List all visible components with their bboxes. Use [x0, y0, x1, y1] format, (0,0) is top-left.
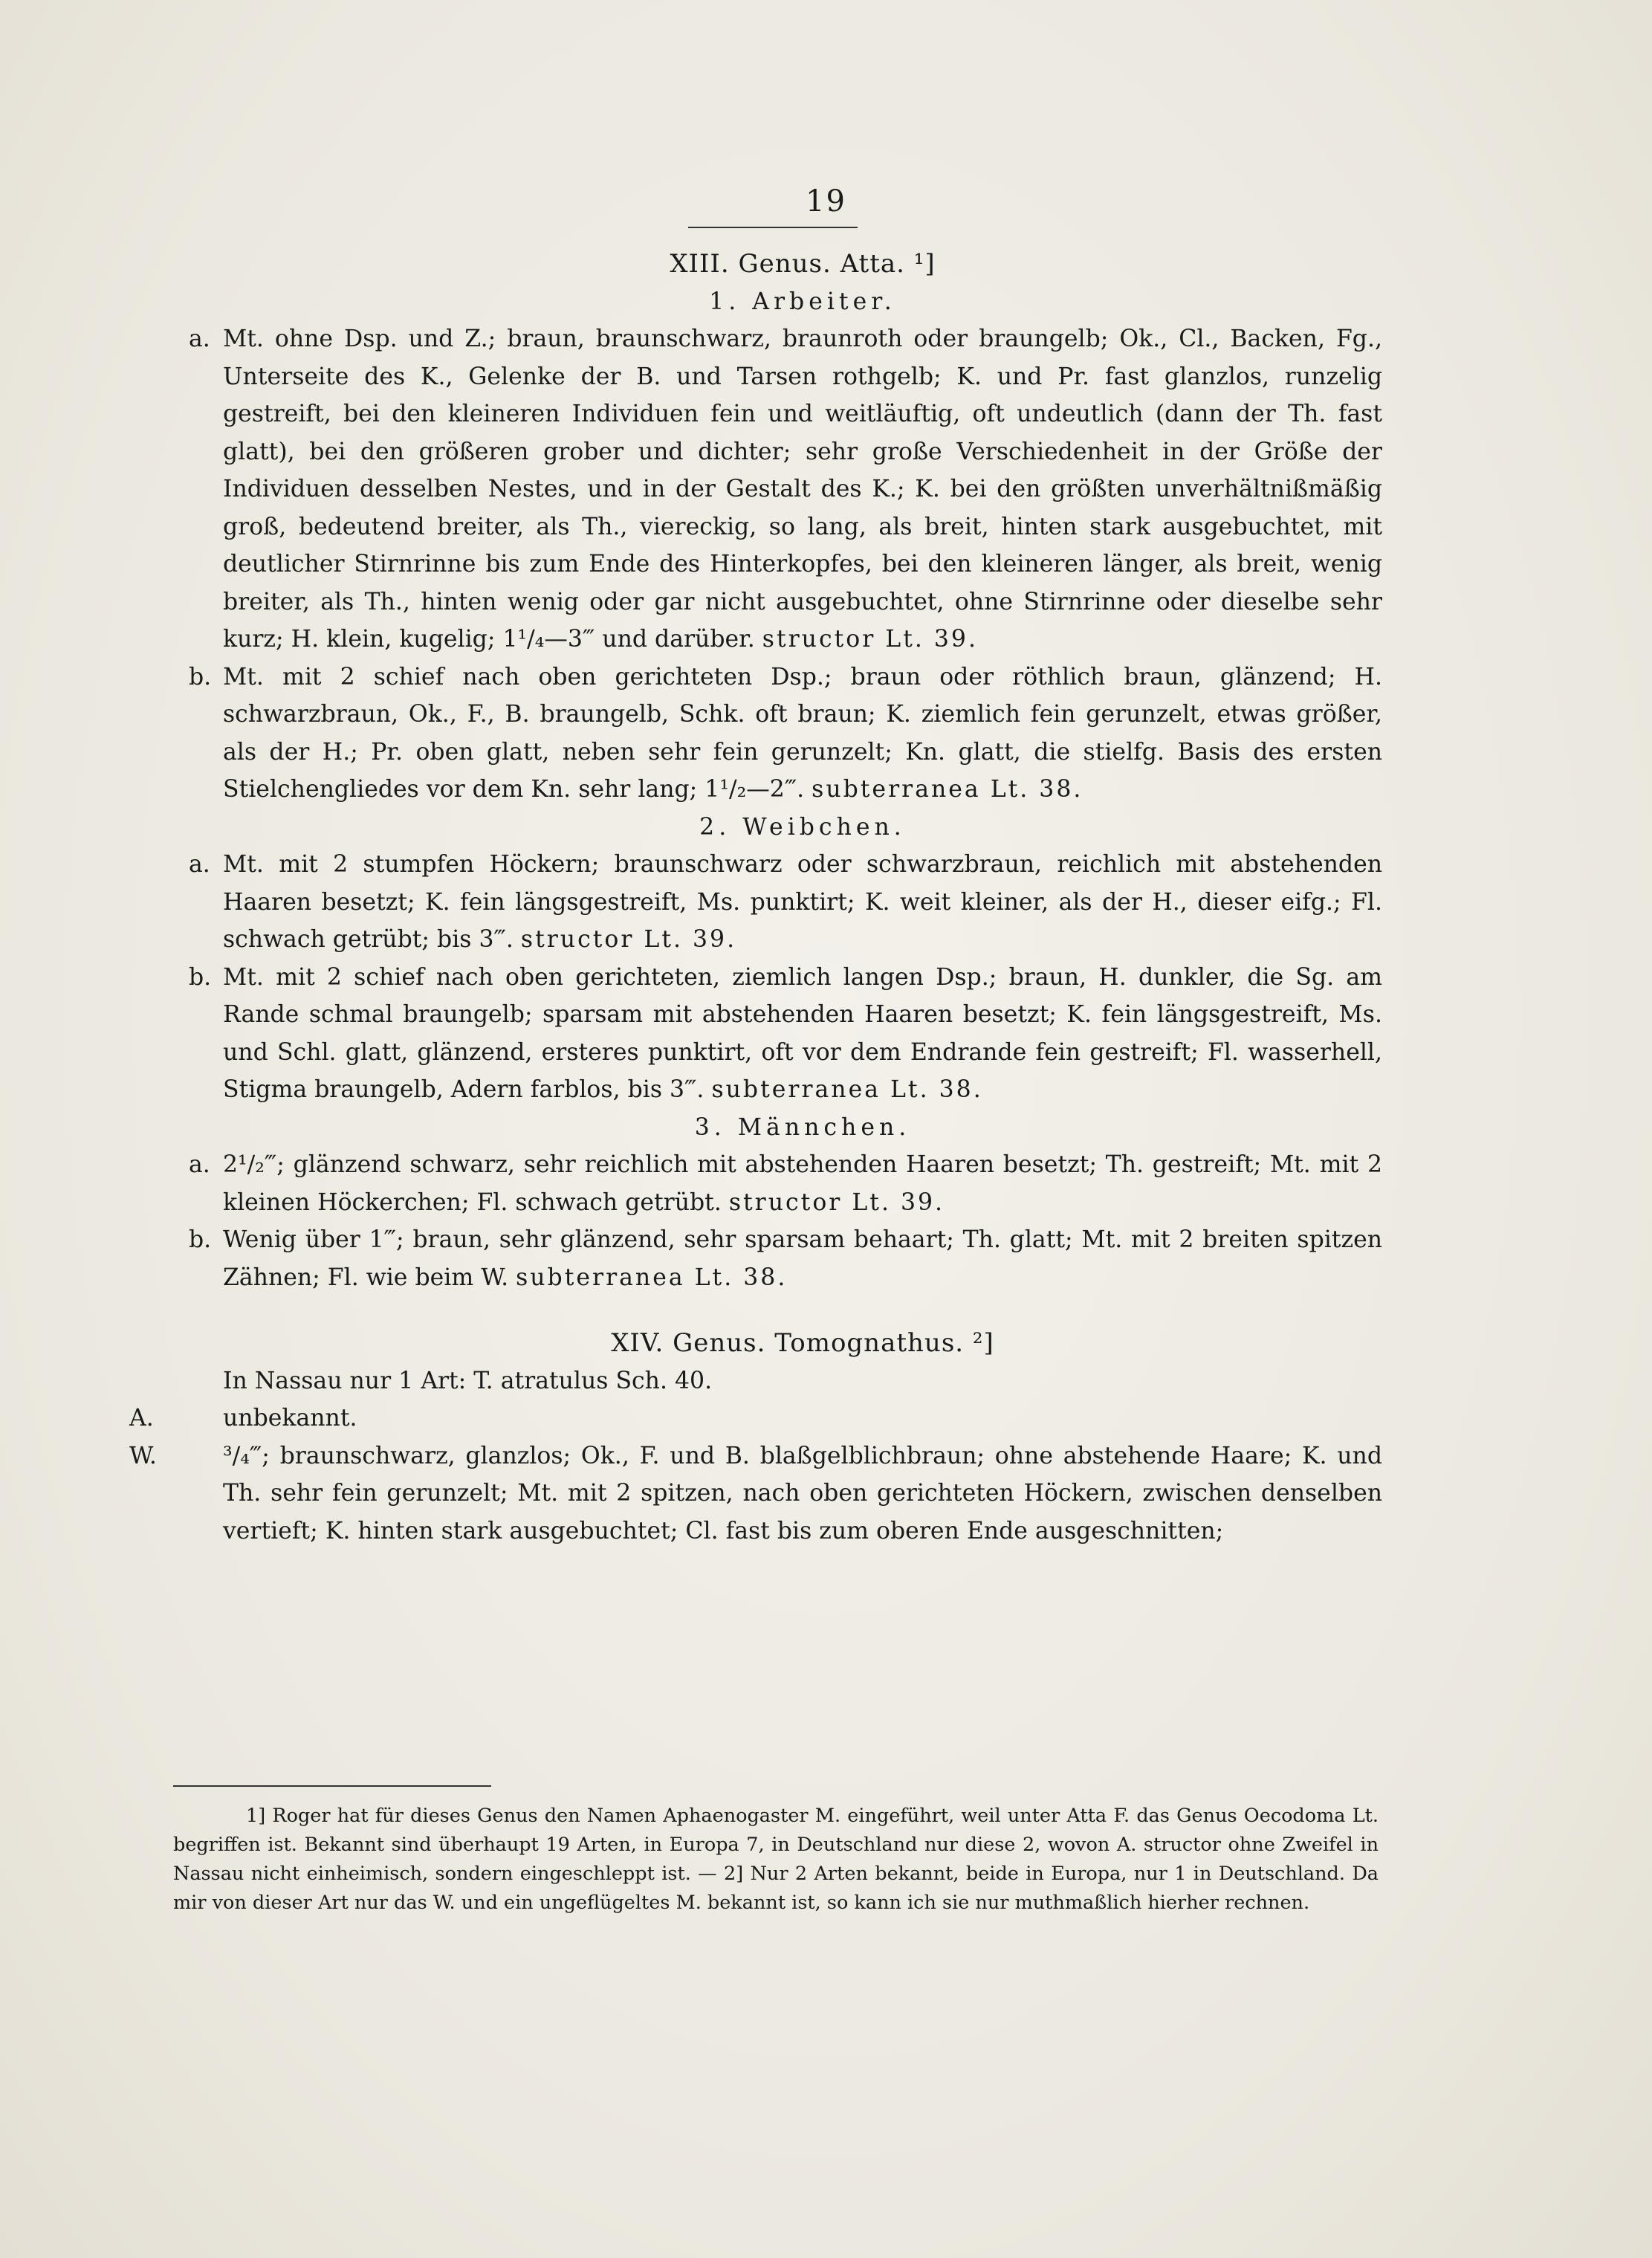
entry-text: unbekannt. — [223, 1405, 357, 1432]
genus-14-intro: In Nassau nur 1 Art: T. atratulus Sch. 40. — [223, 1367, 713, 1394]
entry-text: Wenig über 1‴; braun, sehr glänzend, sehr sparsam behaart; Th. glatt; Mt. mit 2 breiten spitzen Zähnen; Fl. wie beim W. — [223, 1226, 1382, 1291]
entry-text: 2¹/₂‴; glänzend schwarz, sehr reichlich mit abstehenden Haaren besetzt; Th. gestreift; Mt. mit 2 kleinen Höckerchen; Fl. schwach getrübt. — [223, 1151, 1382, 1216]
page-number: 19 — [806, 184, 846, 219]
males-entry-b — [189, 1221, 1382, 1296]
entry-label: b. — [189, 663, 212, 690]
species-name: structor Lt. 39. — [520, 926, 737, 953]
species-name: structor Lt. 39. — [728, 1188, 945, 1216]
main-text — [129, 245, 1382, 1550]
entry-text: Mt. mit 2 stumpfen Höckern; braunschwarz oder schwarzbraun, reichlich mit abstehenden Haaren besetzt; K. fein längsgestreift, Ms. punktirt; K. weit kleiner, als der H., dieser eifg.; Fl. schwach getrübt; bis 3‴. — [223, 851, 1382, 953]
genus-14-heading: XIV. Genus. Tomognathus. ²] — [611, 1328, 994, 1358]
entry-label: W. — [129, 1442, 157, 1469]
males-heading: 3. Männchen. — [694, 1113, 911, 1141]
females-heading: 2. Weibchen. — [699, 813, 906, 841]
genus-14-entry-a — [129, 1400, 1382, 1437]
genus-14-entry-w — [129, 1437, 1382, 1550]
workers-entry-a — [189, 320, 1382, 659]
entry-label: a. — [189, 326, 210, 352]
entry-text: ³/₄‴; braunschwarz, glanzlos; Ok., F. und B. blaßgelblichbraun; ohne abstehende Haare; K. und Th. sehr fein gerunzelt; Mt. mit 2 spitzen, nach oben gerichteten Höckern, zwischen denselben vertieft; K. hinten stark ausgebuchtet; Cl. fast bis zum oberen Ende ausgeschnitten; — [223, 1442, 1382, 1544]
entry-label: a. — [189, 1151, 210, 1178]
species-name: subterranea Lt. 38. — [812, 776, 1083, 803]
females-entry-a — [189, 846, 1382, 959]
species-name: subterranea Lt. 38. — [516, 1264, 788, 1291]
footnotes: 1] Roger hat für dieses Genus den Namen Aphaenogaster M. eingeführt, weil unter Atta F. das Genus Oecodoma Lt. begriffen ist. Bekannt sind überhaupt 19 Arten, in Europa 7, in Deutschland nur diese 2, wovon A. structor ohne Zweifel in Nassau nicht einheimisch, sondern eingeschleppt ist. — 2] Nur 2 Arten bekannt, beide in Europa, nur 1 in Deutschland. Da mir von dieser Art nur das W. und ein ungeflügeltes M. bekannt ist, so kann ich sie nur muthmaßlich hierher rechnen. — [173, 1805, 1379, 1914]
footnote-rule — [173, 1785, 491, 1787]
section-gap — [223, 1296, 1382, 1324]
entry-label: b. — [189, 1226, 212, 1253]
workers-entry-b — [189, 659, 1382, 809]
entry-label: b. — [189, 963, 212, 991]
entry-text: Mt. mit 2 schief nach oben gerichteten Dsp.; braun oder röthlich braun, glänzend; H. schwarzbraun, Ok., F., B. braungelb, Schk. oft braun; K. ziemlich fein gerunzelt, etwas größer, als der H.; Pr. oben glatt, neben sehr fein gerunzelt; Kn. glatt, die stielfg. Basis des ersten Stielchengliedes vor dem Kn. sehr lang; 1¹/₂—2‴. — [223, 663, 1382, 803]
page-number-rule — [688, 227, 858, 228]
entry-label: a. — [189, 851, 210, 878]
genus-13-heading: XIII. Genus. Atta. ¹] — [670, 249, 936, 279]
entry-text: Mt. mit 2 schief nach oben gerichteten, ziemlich langen Dsp.; braun, H. dunkler, die Sg. am Rande schmal braungelb; sparsam mit abstehenden Haaren besetzt; K. fein längsgestreift, Ms. und Schl. glatt, glänzend, ersteres punktirt, oft vor dem Endrande fein gestreift; Fl. wasserhell, Stigma braungelb, Adern farblos, bis 3‴. — [223, 963, 1382, 1103]
entry-label: A. — [129, 1405, 154, 1432]
females-entry-b — [189, 959, 1382, 1109]
workers-heading: 1. Arbeiter. — [709, 288, 896, 315]
species-name: subterranea Lt. 38. — [711, 1076, 983, 1103]
males-entry-a — [189, 1146, 1382, 1221]
entry-text: Mt. ohne Dsp. und Z.; braun, braunschwarz, braunroth oder braungelb; Ok., Cl., Backen, Fg., Unterseite des K., Gelenke der B. und Tarsen rothgelb; K. und Pr. fast glanzlos, runzelig gestreift, bei den kleineren Individuen fein und weitläuftig, oft undeutlich (dann der Th. fast glatt), bei den größeren grober und dichter; sehr große Verschiedenheit in der Größe der Individuen desselben Nestes, und in der Gestalt des K.; K. bei den größten unverhältnißmäßig groß, bedeutend breiter, als Th., viereckig, so lang, als breit, hinten stark ausgebuchtet, mit deutlicher Stirnrinne bis zum Ende des Hinterkopfes, bei den kleineren länger, als breit, wenig breiter, als Th., hinten wenig oder gar nicht ausgebuchtet, ohne Stirnrinne oder dieselbe sehr kurz; H. klein, kugelig; 1¹/₄—3‴ und darüber. — [223, 326, 1382, 653]
species-name: structor Lt. 39. — [762, 626, 978, 653]
